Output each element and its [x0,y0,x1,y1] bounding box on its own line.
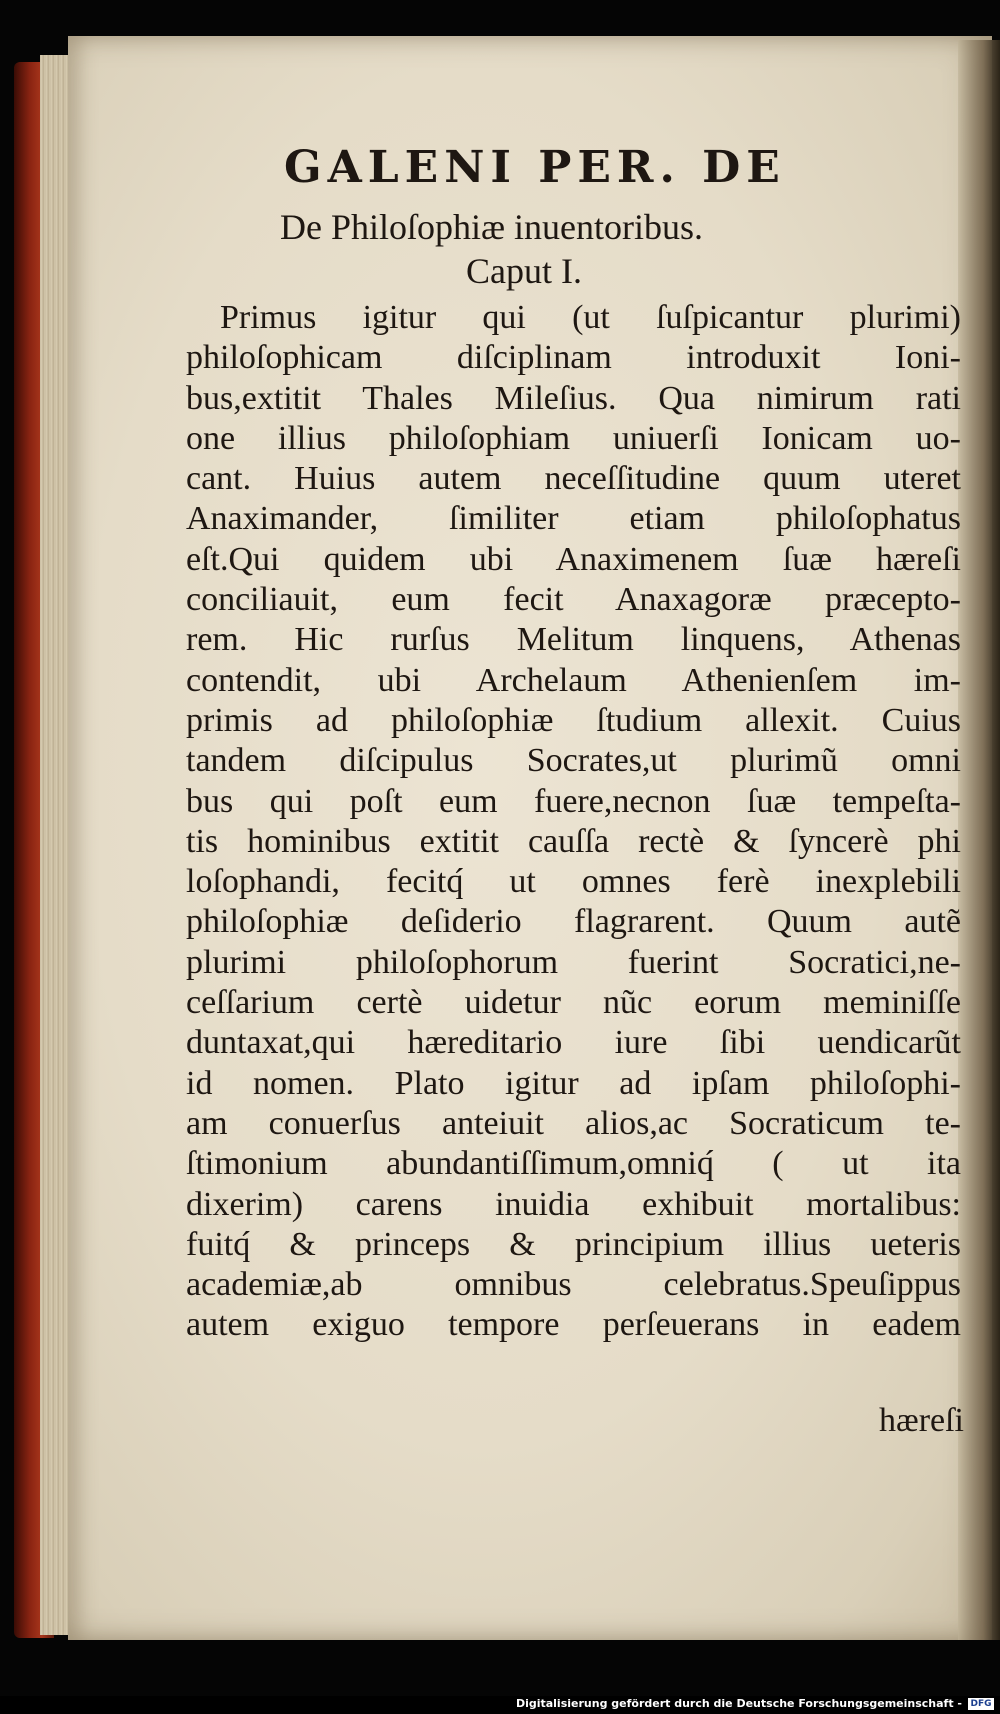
text-line: duntaxat,qui hæreditario iure ſibi uendicarũt [186,1024,961,1062]
page-gutter-shadow [958,40,1000,1640]
text-line: dixerim) carens inuidia exhibuit mortalibus: [186,1185,961,1223]
text-line: one illius philoſophiam uniuerſi Ionicam uo- [186,419,961,457]
text-line: academiæ,ab omnibus celebratus.Speuſippus [186,1266,961,1304]
text-line: bus qui poſt eum fuere,necnon ſuæ tempeſta- [186,782,961,820]
text-line: cant. Huius autem neceſſitudine quum uteret [186,460,961,498]
funding-credit: Digitalisierung gefördert durch die Deutsche Forschungsgemeinschaft - [515,1697,962,1710]
chapter-subtitle: Caput I. [466,251,582,291]
text-line: autem exiguo tempore perſeuerans in eadem [186,1306,961,1344]
dfg-logo: DFG [968,1698,994,1710]
text-line: philoſophicam diſciplinam introduxit Ioni- [186,339,961,377]
text-line: ceſſarium certè uidetur nũc eorum meminiſſe [186,984,961,1022]
text-line: Primus igitur qui (ut ſuſpicantur plurimi) [220,299,961,336]
text-line: eſt.Qui quidem ubi Anaximenem ſuæ hæreſi [186,540,961,578]
text-line: Anaximander, ſimiliter etiam philoſophatus [186,500,961,538]
body-text [186,298,961,1346]
text-line: ſtimonium abundantiſſimum,omniq́ ( ut ita [186,1145,961,1183]
chapter-title: De Philoſophiæ inuentoribus. [280,207,703,247]
text-line: tis hominibus extitit cauſſa rectè & ſyncerè phi [186,822,961,860]
text-line: primis ad philoſophiæ ſtudium allexit. Cuius [186,701,961,739]
text-line: contendit, ubi Archelaum Athenienſem im- [186,661,961,699]
text-line: philoſophiæ deſiderio flagrarent. Quum autẽ [186,903,961,941]
text-line: loſophandi, fecitq́ ut omnes ferè inexplebili [186,863,961,901]
running-head: GALENI PER. DE [284,142,786,193]
text-line: plurimi philoſophorum fuerint Socratici,ne- [186,943,961,981]
text-line: conciliauit, eum fecit Anaxagoræ præcepto- [186,581,961,619]
text-line: bus,extitit Thales Mileſius. Qua nimirum rati [186,379,961,417]
catchword: hæreſi [879,1402,964,1439]
text-line: tandem diſcipulus Socrates,ut plurimũ omni [186,742,961,780]
text-line: fuitq́ & princeps & principium illius ueteris [186,1225,961,1263]
text-line: id nomen. Plato igitur ad ipſam philoſophi- [186,1064,961,1102]
text-line: am conuerſus anteiuit alios,ac Socraticum te- [186,1104,961,1142]
text-line: rem. Hic rurſus Melitum linquens, Athenas [186,621,961,659]
